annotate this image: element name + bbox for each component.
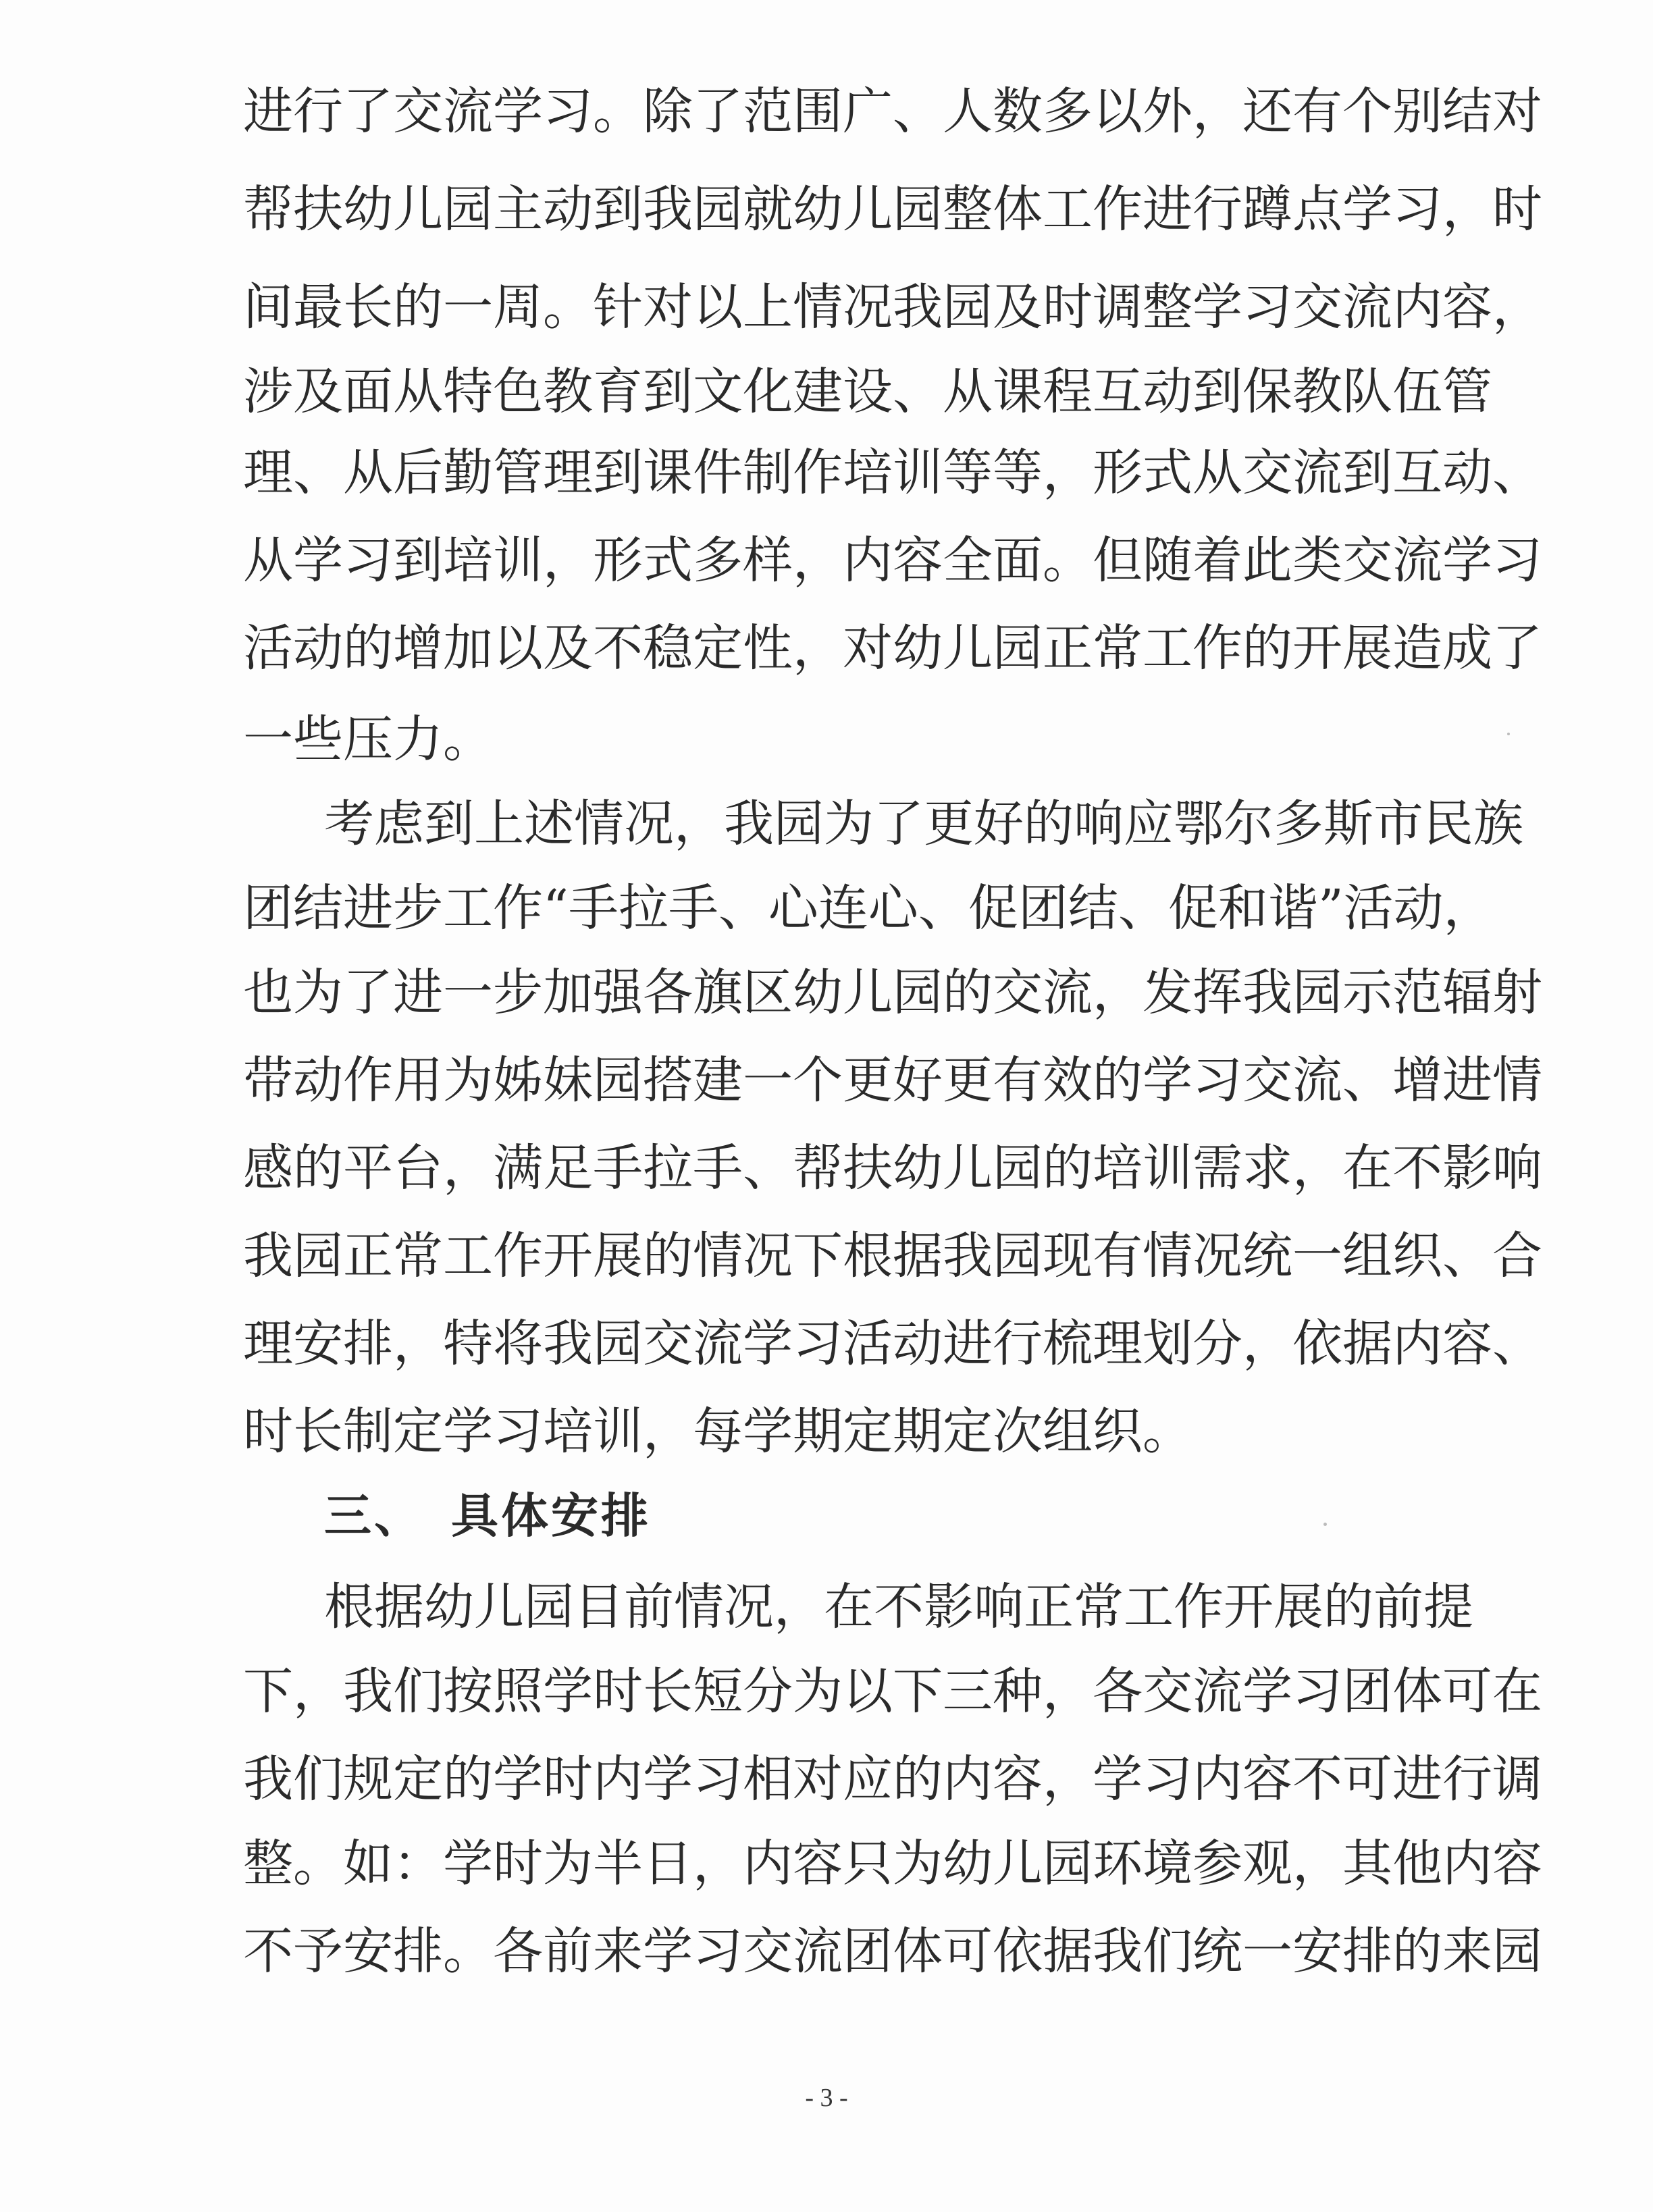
paragraph-line: 我园正常工作开展的情况下根据我园现有情况统一组织、合 bbox=[243, 1227, 1542, 1285]
paragraph-line: 也为了进一步加强各旗区幼儿园的交流，发挥我园示范辐射 bbox=[243, 964, 1542, 1022]
section-title: 具体安排 bbox=[451, 1488, 651, 1544]
paragraph-line: 进行了交流学习。除了范围广、人数多以外，还有个别结对 bbox=[243, 82, 1542, 140]
scan-speck bbox=[1323, 1523, 1327, 1526]
paragraph-line: 下，我们按照学时长短分为以下三种，各交流学习团体可在 bbox=[243, 1662, 1542, 1720]
paragraph-line: 理安排，特将我园交流学习活动进行梳理划分，依据内容、 bbox=[243, 1315, 1542, 1373]
page-number: - 3 - bbox=[805, 2084, 848, 2112]
paragraph-line: 帮扶幼儿园主动到我园就幼儿园整体工作进行蹲点学习，时 bbox=[243, 180, 1542, 238]
paragraph-line: 活动的增加以及不稳定性，对幼儿园正常工作的开展造成了 bbox=[243, 619, 1542, 677]
paragraph-line: 不予安排。各前来学习交流团体可依据我们统一安排的来园 bbox=[243, 1922, 1542, 1980]
paragraph-line: 考虑到上述情况，我园为了更好的响应鄂尔多斯市民族 bbox=[324, 795, 1523, 853]
paragraph-line: 团结进步工作“手拉手、心连心、促团结、促和谐”活动， bbox=[243, 879, 1494, 937]
section-heading bbox=[324, 1489, 651, 1543]
paragraph-line: 感的平台，满足手拉手、帮扶幼儿园的培训需求，在不影响 bbox=[243, 1139, 1542, 1197]
paragraph-line: 涉及面从特色教育到文化建设、从课程互动到保教队伍管 bbox=[243, 363, 1492, 421]
paragraph-line: 一些压力。 bbox=[243, 710, 493, 768]
paragraph-line: 理、从后勤管理到课件制作培训等等，形式从交流到互动、 bbox=[243, 444, 1542, 502]
paragraph-line: 间最长的一周。针对以上情况我园及时调整学习交流内容， bbox=[243, 278, 1542, 336]
paragraph-line: 时长制定学习培训，每学期定期定次组织。 bbox=[243, 1402, 1192, 1460]
paragraph-line: 我们规定的学时内学习相对应的内容，学习内容不可进行调 bbox=[243, 1750, 1542, 1808]
section-number: 三、 bbox=[324, 1488, 424, 1544]
paragraph-line: 带动作用为姊妹园搭建一个更好更有效的学习交流、增进情 bbox=[243, 1051, 1542, 1109]
paragraph-line: 整。如：学时为半日，内容只为幼儿园环境参观，其他内容 bbox=[243, 1835, 1542, 1893]
scan-speck bbox=[1507, 733, 1510, 735]
paragraph-line: 根据幼儿园目前情况，在不影响正常工作开展的前提 bbox=[324, 1578, 1473, 1636]
paragraph-line: 从学习到培训，形式多样，内容全面。但随着此类交流学习 bbox=[243, 531, 1542, 589]
